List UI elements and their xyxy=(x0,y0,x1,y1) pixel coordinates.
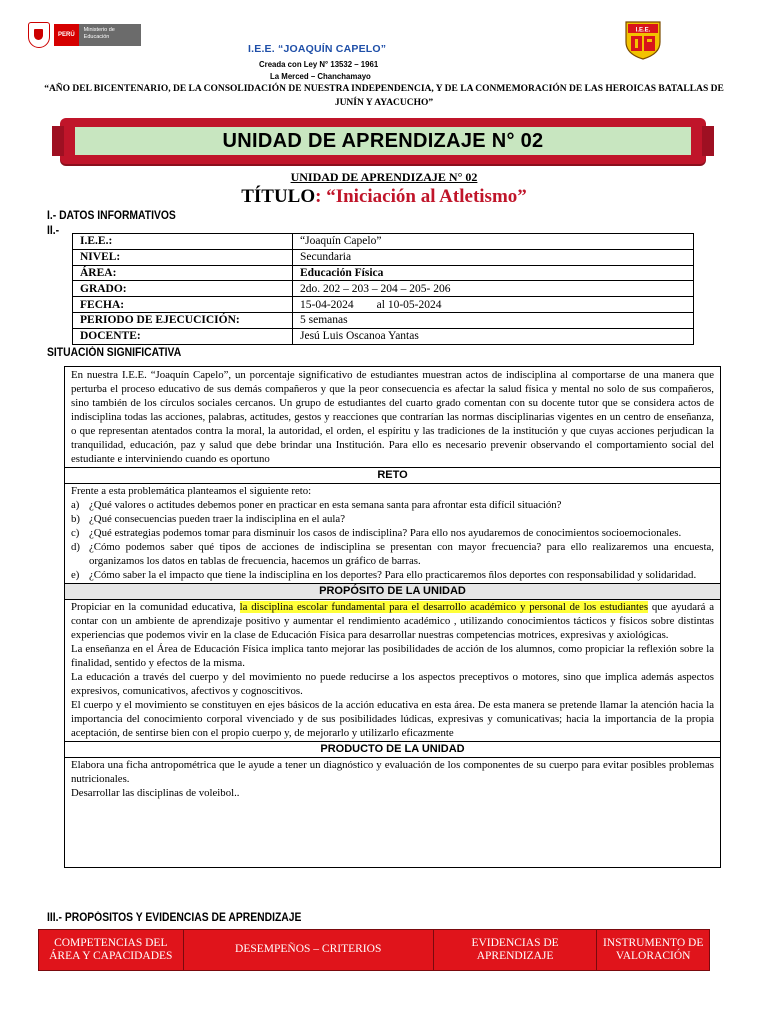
datos-key: FECHA: xyxy=(73,297,293,313)
section-situacion-heading: SITUACIÓN SIGNIFICATIVA xyxy=(47,347,182,359)
proposito-post: que ayudará a contar con un ambiente de aprendizaje positivo y aumentar el rendimiento académico , utilizando conocimientos tácticos y físicos sobre distintas experiencias que podemos vivir en la clase de Educación Física para desarrollar nuestras competencias motrices, expresivas y axiológicas. xyxy=(71,601,714,641)
proposito-paragraph-2: La enseñanza en el Área de Educación Física implica tanto mejorar las posibilidades de acción de los alumnos, como propiciar la reflexión sobre la finalidad, sentido y efectos de la misma. xyxy=(71,643,714,669)
section-ii-heading: II.- xyxy=(47,225,60,237)
proposito-highlight: la disciplina escolar fundamental para el desarrollo académico y personal de los estudiantes xyxy=(239,601,649,613)
reto-item-label: d) xyxy=(71,541,80,553)
situacion-box xyxy=(64,366,721,868)
datos-value: Jesú Luis Oscanoa Yantas xyxy=(293,328,694,344)
ministry-name: Ministerio de Educación xyxy=(79,24,141,46)
school-crest-label: I.E.E. xyxy=(635,27,651,34)
unit-banner-inner xyxy=(75,127,691,155)
datos-value: 5 semanas xyxy=(293,312,694,328)
reto-item-label: c) xyxy=(71,527,80,539)
competencias-header-row xyxy=(38,929,710,971)
proposito-paragraph-1 xyxy=(71,600,714,642)
unit-title-prefix: TÍTULO xyxy=(241,186,316,207)
list-item xyxy=(71,526,714,540)
datos-value: 2do. 202 – 203 – 204 – 205- 206 xyxy=(293,281,694,297)
proposito-pre: Propiciar en la comunidad educativa, xyxy=(71,601,240,613)
table-row xyxy=(73,265,694,281)
ministry-country: PERÚ xyxy=(54,24,79,46)
table-row xyxy=(73,234,694,250)
proposito-heading: PROPÓSITO DE LA UNIDAD xyxy=(65,584,720,600)
producto-block xyxy=(65,758,720,800)
reto-item-text: ¿Cómo saber la el impacto que tiene la indisciplina en los deportes? Para ello practicaremos ñlos deportes con responsabilidad y solidaridad. xyxy=(89,569,697,581)
datos-value: Educación Física xyxy=(293,265,694,281)
unit-banner xyxy=(60,118,706,164)
producto-paragraph-2: Desarrollar las disciplinas de voleibol.. xyxy=(71,787,240,799)
datos-value: “Joaquín Capelo” xyxy=(293,234,694,250)
ministry-logo xyxy=(28,22,141,48)
unit-title xyxy=(0,186,768,208)
datos-table xyxy=(72,233,694,345)
section-datos-heading: I.- DATOS INFORMATIVOS xyxy=(47,210,176,222)
school-name: I.E.E. “JOAQUÍN CAPELO” xyxy=(248,43,387,55)
school-crest-icon xyxy=(624,20,662,60)
reto-item-text: ¿Qué consecuencias pueden traer la indisciplina en el aula? xyxy=(89,513,346,525)
table-row xyxy=(73,328,694,344)
unit-title-name: : “Iniciación al Atletismo” xyxy=(315,186,527,207)
list-item xyxy=(71,512,714,526)
table-row xyxy=(73,312,694,328)
reto-block xyxy=(65,484,720,584)
list-item xyxy=(71,498,714,512)
datos-key: DOCENTE: xyxy=(73,328,293,344)
proposito-paragraph-4: El cuerpo y el movimiento se constituyen en ejes básicos de la acción educativa en esta área. De esta manera se pretende llamar la atención hacia la importancia del conocimiento corporal vivenciado y de sus posibilidades lúdicas, expresivas y comunicativas; hacia la importancia de la propia aceptación, de sentirse bien con el propio cuerpo y, de mejorarlo y utilizarlo eficazmente xyxy=(71,699,714,739)
reto-item-label: e) xyxy=(71,569,80,581)
reto-item-label: b) xyxy=(71,513,80,525)
peru-shield-icon xyxy=(28,22,50,48)
table-row xyxy=(73,297,694,313)
school-creation-law: Creada con Ley N° 13532 – 1961 xyxy=(259,59,379,69)
reto-intro: Frente a esta problemática planteamos el siguiente reto: xyxy=(71,485,312,497)
situacion-text-block xyxy=(65,367,720,468)
datos-key: GRADO: xyxy=(73,281,293,297)
unit-subtitle: UNIDAD DE APRENDIZAJE N° 02 xyxy=(290,170,478,184)
datos-key: NIVEL: xyxy=(73,249,293,265)
table-row xyxy=(73,281,694,297)
list-item xyxy=(71,540,714,568)
list-item xyxy=(71,568,714,582)
evidencias-header-cell: EVIDENCIAS DE APRENDIZAJE xyxy=(434,930,598,970)
datos-value: Secundaria xyxy=(293,249,694,265)
school-location: La Merced – Chanchamayo xyxy=(270,71,371,81)
table-row xyxy=(73,249,694,265)
producto-paragraph-1: Elabora una ficha antropométrica que le ayude a tener un diagnóstico y evaluación de los componentes de su cuerpo para evitar posibles problemas nutricionales. xyxy=(71,759,714,785)
proposito-paragraph-3: La educación a través del cuerpo y del movimiento no puede reducirse a los aspectos preceptivos o motores, sino que implica además aspectos expresivos, comunicativos, afectivos y cognoscitivos. xyxy=(71,671,714,697)
reto-item-text: ¿Qué valores o actitudes debemos poner en practicar en esta semana santa para afrontar esta difícil situación? xyxy=(89,499,562,511)
instrumento-header-cell: INSTRUMENTO DE VALORACIÓN xyxy=(602,936,704,962)
reto-item-text: ¿Qué estrategias podemos tomar para disminuir los casos de indisciplina? Para ello nos ayudaremos de conocimientos socioemocionales. xyxy=(89,527,682,539)
year-motto: “AÑO DEL BICENTENARIO, DE LA CONSOLIDACIÓN DE NUESTRA INDEPENDENCIA, Y DE LA CONMEMORACIÓN DE LAS HEROICAS BATALLAS DE JUNÍN Y AYACUCHO” xyxy=(44,84,724,108)
datos-key: ÁREA: xyxy=(73,265,293,281)
datos-key: I.E.E.: xyxy=(73,234,293,250)
competencias-header-cell: COMPETENCIAS DEL ÁREA Y CAPACIDADES xyxy=(39,930,184,970)
producto-heading: PRODUCTO DE LA UNIDAD xyxy=(65,742,720,758)
reto-item-label: a) xyxy=(71,499,80,511)
desempenos-header-cell: DESEMPEÑOS – CRITERIOS xyxy=(184,930,434,970)
unit-banner-title: UNIDAD DE APRENDIZAJE N° 02 xyxy=(222,129,544,152)
section-propositos-heading: III.- PROPÓSITOS Y EVIDENCIAS DE APRENDIZAJE xyxy=(47,912,302,924)
datos-key: PERIODO DE EJECUCICIÓN: xyxy=(73,312,293,328)
reto-heading: RETO xyxy=(65,468,720,484)
reto-item-text: ¿Cómo podemos saber qué tipos de acciones de indisciplina se presentan con mayor frecuencia? para ello realizaremos una encuesta, organizamos los datos en tablas de frecuencia, hacemos un gráfico de barras. xyxy=(89,541,714,567)
situacion-text: En nuestra I.E.E. “Joaquín Capelo”, un porcentaje significativo de estudiantes muestran actos de indisciplina al comportarse de una manera que perturba el proceso educativo de sus demás compañeros y que la peor consecuencia es afectar la salud física y mental no solo de sus compañeros, sino también de los círculos sociales cercanos. Un grupo de estudiantes del cuarto grado comentan con su docente tutor que se considera actos de indisciplina todas las acciones, palabras, actitudes, gestos y reacciones que contrarían las normas disciplinarias vigentes en un centro de enseñanza, o que representan atentados contra la moral, la autoridad, el orden, el espíritu y las tradiciones de la institución y que cuyas acciones perjudican la tranquilidad, educación, paz y salud que debe brindar una Institución. Para ello es necesario prevenir observando el comportamiento social del estudiante e interviniendo cuando es oportuno xyxy=(71,369,714,465)
datos-value: 15-04-2024 al 10-05-2024 xyxy=(293,297,694,313)
proposito-block xyxy=(65,600,720,742)
